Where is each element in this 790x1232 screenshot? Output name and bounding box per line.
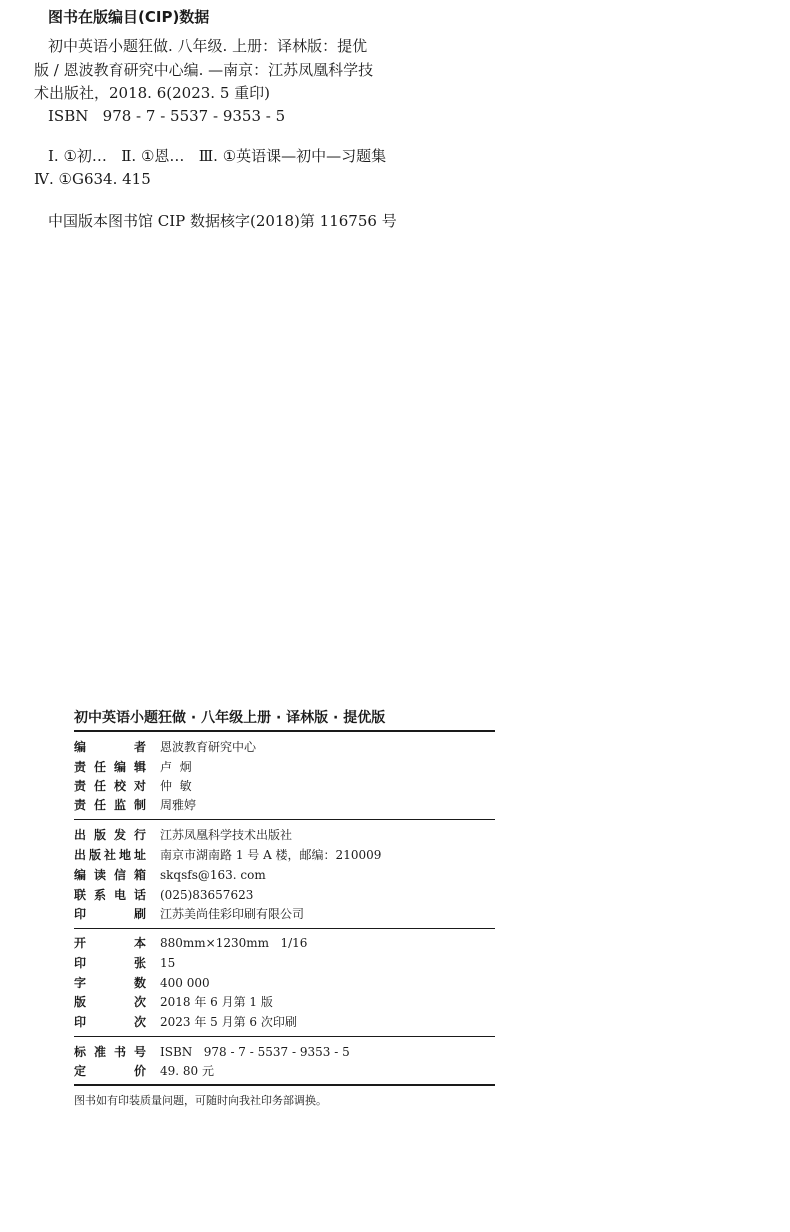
cip-isbn: ISBN 978 - 7 - 5537 - 9353 - 5 [48,107,286,125]
info-label: 定价 [74,1064,146,1078]
info-value: ISBN 978 - 7 - 5537 - 9353 - 5 [160,1045,350,1059]
info-value: skqsfs@163. com [160,868,266,882]
info-value: 2023 年 5 月第 6 次印刷 [160,1015,297,1029]
info-label: 出版社地址 [74,848,146,862]
info-label: 字数 [74,976,146,990]
cip-heading: 图书在版编目(CIP)数据 [48,8,210,26]
cip-record-number: 中国版本图书馆 CIP 数据核字(2018)第 116756 号 [48,212,397,230]
cip-line-3: 术出版社，2018. 6(2023. 5 重印) [34,84,270,102]
info-value: (025)83657623 [160,888,254,902]
divider [74,928,495,929]
info-label: 联系电话 [74,888,146,902]
info-value: 江苏美尚佳彩印刷有限公司 [160,907,305,921]
info-value: 49. 80 元 [160,1064,214,1078]
info-label: 责任校对 [74,779,146,793]
info-value: 仲 敏 [160,779,192,793]
info-value: 卢 炯 [160,760,192,774]
divider-bottom [74,1084,495,1086]
info-value: 2018 年 6 月第 1 版 [160,995,273,1009]
cip-clc-number: Ⅳ. ①G634. 415 [34,170,151,188]
cip-classification: Ⅰ. ①初… Ⅱ. ①恩… Ⅲ. ①英语课—初中—习题集 [48,147,387,165]
info-label: 出版发行 [74,828,146,842]
divider [74,1036,495,1037]
info-value: 400 000 [160,976,210,990]
cip-line-2: 版 / 恩波教育研究中心编. —南京：江苏凤凰科学技 [34,61,374,79]
info-value: 南京市湖南路 1 号 A 楼，邮编：210009 [160,848,382,862]
divider-top [74,730,495,732]
info-label: 责任监制 [74,798,146,812]
info-value: 15 [160,956,176,970]
divider [74,819,495,820]
info-label: 编者 [74,740,146,754]
info-label: 印张 [74,956,146,970]
info-value: 江苏凤凰科学技术出版社 [160,828,293,842]
info-value: 恩波教育研究中心 [160,740,257,754]
info-label: 标准书号 [74,1045,146,1059]
info-label: 版次 [74,995,146,1009]
info-label: 编读信箱 [74,868,146,882]
info-label: 开本 [74,936,146,950]
info-label: 责任编辑 [74,760,146,774]
info-value: 周雅婷 [160,798,197,812]
cip-line-1: 初中英语小题狂做. 八年级. 上册：译林版：提优 [48,37,368,55]
info-label: 印次 [74,1015,146,1029]
info-label: 印刷 [74,907,146,921]
print-quality-note: 图书如有印装质量问题，可随时向我社印务部调换。 [74,1094,327,1107]
info-value: 880mm×1230mm 1/16 [160,936,308,950]
book-title: 初中英语小题狂做 · 八年级上册 · 译林版 · 提优版 [74,710,386,726]
